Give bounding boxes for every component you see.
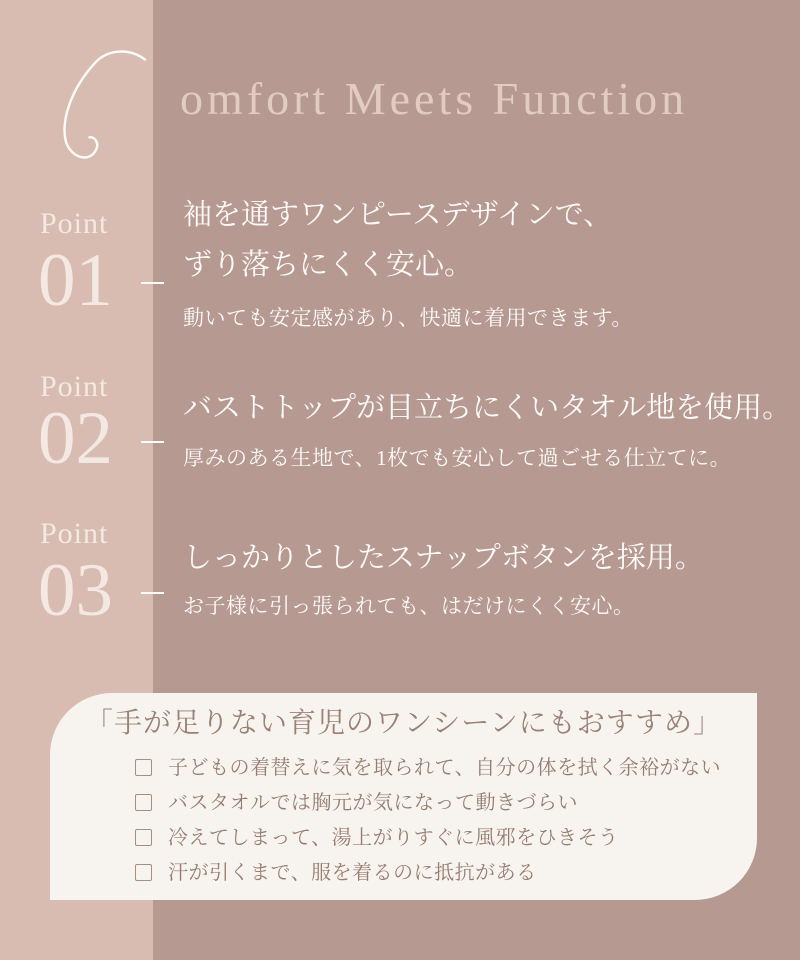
checklist-item [135, 756, 721, 780]
dash-icon [141, 592, 164, 594]
checkbox-icon [135, 829, 152, 846]
checkbox-icon [135, 864, 152, 881]
point-section-03 [0, 505, 800, 665]
checklist-item [135, 791, 578, 815]
header [0, 0, 800, 190]
point-number: 01 [38, 239, 113, 322]
point-title-line: しっかりとしたスナップボタンを採用。 [183, 542, 704, 574]
checklist-item-label: 冷えてしまって、湯上がりすぐに風邪をひきそう [168, 827, 619, 849]
point-subtitle: お子様に引っ張られても、はだけにくく安心。 [183, 594, 635, 618]
point-title-line: バストトップが目立ちにくいタオル地を使用。 [183, 392, 792, 424]
point-label: Point [40, 370, 109, 403]
point-label: Point [40, 517, 109, 550]
point-subtitle: 厚みのある生地で、1枚でも安心して過ごせる仕立てに。 [183, 446, 732, 470]
dash-icon [141, 441, 164, 443]
dash-icon [141, 282, 164, 284]
checkbox-icon [135, 759, 152, 776]
point-title-line: ずり落ちにくく安心。 [183, 249, 474, 281]
checklist-item-label: 汗が引くまで、服を着るのに抵抗がある [168, 862, 537, 884]
recommend-heading: 「手が足りない育児のワンシーンにもおすすめ」 [84, 708, 723, 739]
point-section-01 [0, 190, 800, 350]
checklist-item-label: 子どもの着替えに気を取られて、自分の体を拭く余裕がない [168, 757, 722, 779]
point-subtitle: 動いても安定感があり、快適に着用できます。 [183, 306, 633, 330]
point-section-02 [0, 355, 800, 515]
recommend-box [50, 693, 757, 900]
script-c-icon [54, 50, 150, 166]
point-label: Point [40, 207, 109, 240]
checkbox-icon [135, 794, 152, 811]
page-title: omfort Meets Function [180, 73, 689, 124]
checklist-item-label: バスタオルでは胸元が気になって動きづらい [168, 792, 578, 814]
point-number: 02 [38, 397, 113, 480]
checklist-item [135, 826, 619, 850]
point-number: 03 [38, 549, 113, 632]
checklist-item [135, 861, 537, 885]
point-title-line: 袖を通すワンピースデザインで、 [183, 199, 613, 231]
